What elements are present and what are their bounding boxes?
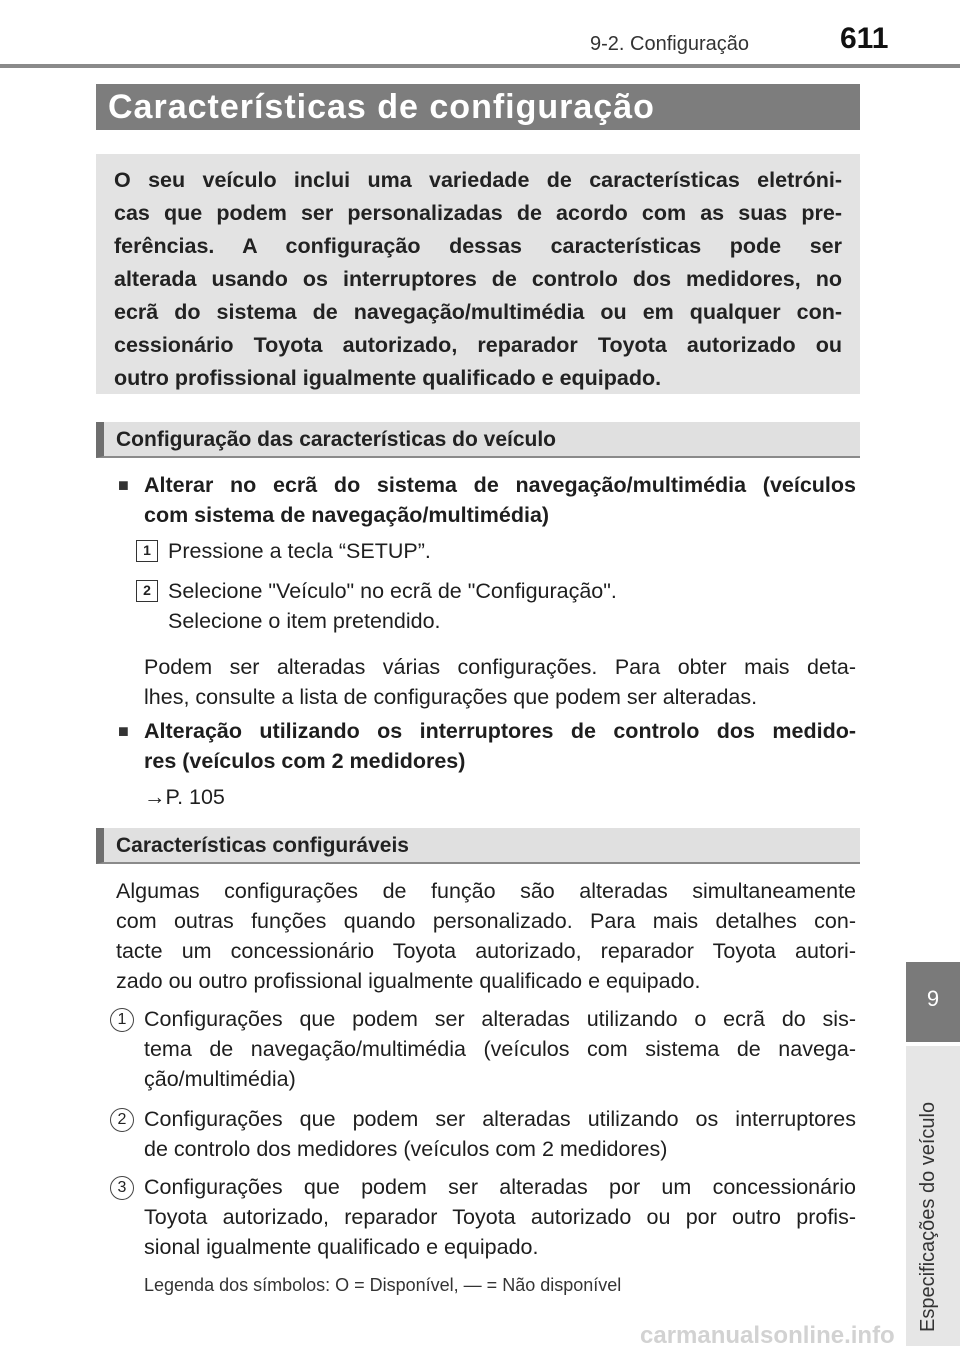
header-divider [0,64,960,68]
symbol-legend: Legenda dos símbolos: O = Disponível, — = Não disponível [144,1275,622,1295]
subsection-heading: Alteração utilizando os interruptores de controlo dos medido- [144,719,856,743]
bullet-square-icon: ■ [118,475,129,495]
bullet-square-icon: ■ [118,721,129,741]
intro-line: ecrã do sistema de navegação/multimédia ou em qualquer con- [114,300,842,324]
subsection-heading: com sistema de navegação/multimédia) [144,503,550,527]
paragraph-line: tacte um concessionário Toyota autorizado, reparador Toyota autori- [116,939,856,963]
section-title-configurable: Características configuráveis [96,828,860,864]
paragraph-line: Algumas configurações de função são alteradas simultaneamente [116,879,856,903]
intro-line: ferências. A configuração dessas características pode ser [114,234,842,258]
list-item-text: de controlo dos medidores (veículos com 2 medidores) [144,1137,668,1161]
intro-line: cas que podem ser personalizadas de acordo com as suas pre- [114,201,842,225]
page-reference: →P. 105 [144,785,225,809]
circled-number: 2 [110,1108,134,1132]
intro-box [96,154,860,394]
list-item-text: Configurações que podem ser alteradas utilizando os interruptores [144,1107,856,1131]
list-item-text: sional igualmente qualificado e equipado. [144,1235,539,1259]
step-text: Selecione "Veículo" no ecrã de "Configuração". [168,579,617,603]
paragraph-line: zado ou outro profissional igualmente qualificado e equipado. [116,969,701,993]
page-number: 611 [840,22,889,55]
subsection-heading: Alterar no ecrã do sistema de navegação/multimédia (veículos [144,473,856,497]
paragraph-line: com outras funções quando personalizado. Para mais detalhes con- [116,909,856,933]
step-text: Pressione a tecla “SETUP”. [168,539,431,563]
list-item-text: Configurações que podem ser alteradas utilizando o ecrã do sis- [144,1007,856,1031]
note-text: lhes, consulte a lista de configurações que podem ser alteradas. [144,685,758,709]
chapter-title: Características de configuração [96,84,860,130]
subsection-heading: res (veículos com 2 medidores) [144,749,466,773]
note-text: Podem ser alteradas várias configurações. Para obter mais deta- [144,655,856,679]
circled-number: 3 [110,1176,134,1200]
list-item-text: Configurações que podem ser alteradas por um concessionário [144,1175,856,1199]
intro-line: outro profissional igualmente qualificado e equipado. [114,366,662,390]
section-title-vehicle-config: Configuração das características do veículo [96,422,860,458]
watermark: carmanualsonline.info [640,1322,895,1349]
step-text: Selecione o item pretendido. [168,609,441,633]
list-item-text: Toyota autorizado, reparador Toyota autorizado ou por outro profis- [144,1205,856,1229]
step-number-box: 2 [136,580,158,602]
intro-line: cessionário Toyota autorizado, reparador Toyota autorizado ou [114,333,842,357]
list-item-text: ção/multimédia) [144,1067,296,1091]
intro-line: O seu veículo inclui uma variedade de características eletróni- [114,168,842,192]
step-number-box: 1 [136,540,158,562]
intro-line: alterada usando os interruptores de controlo dos medidores, no [114,267,842,291]
chapter-tab-number: 9 [926,986,940,1011]
list-item-text: tema de navegação/multimédia (veículos com sistema de navega- [144,1037,856,1061]
chapter-tab-label: Especificações do veículo [917,1101,939,1332]
circled-number: 1 [110,1008,134,1032]
section-heading: 9-2. Configuração [590,33,749,55]
